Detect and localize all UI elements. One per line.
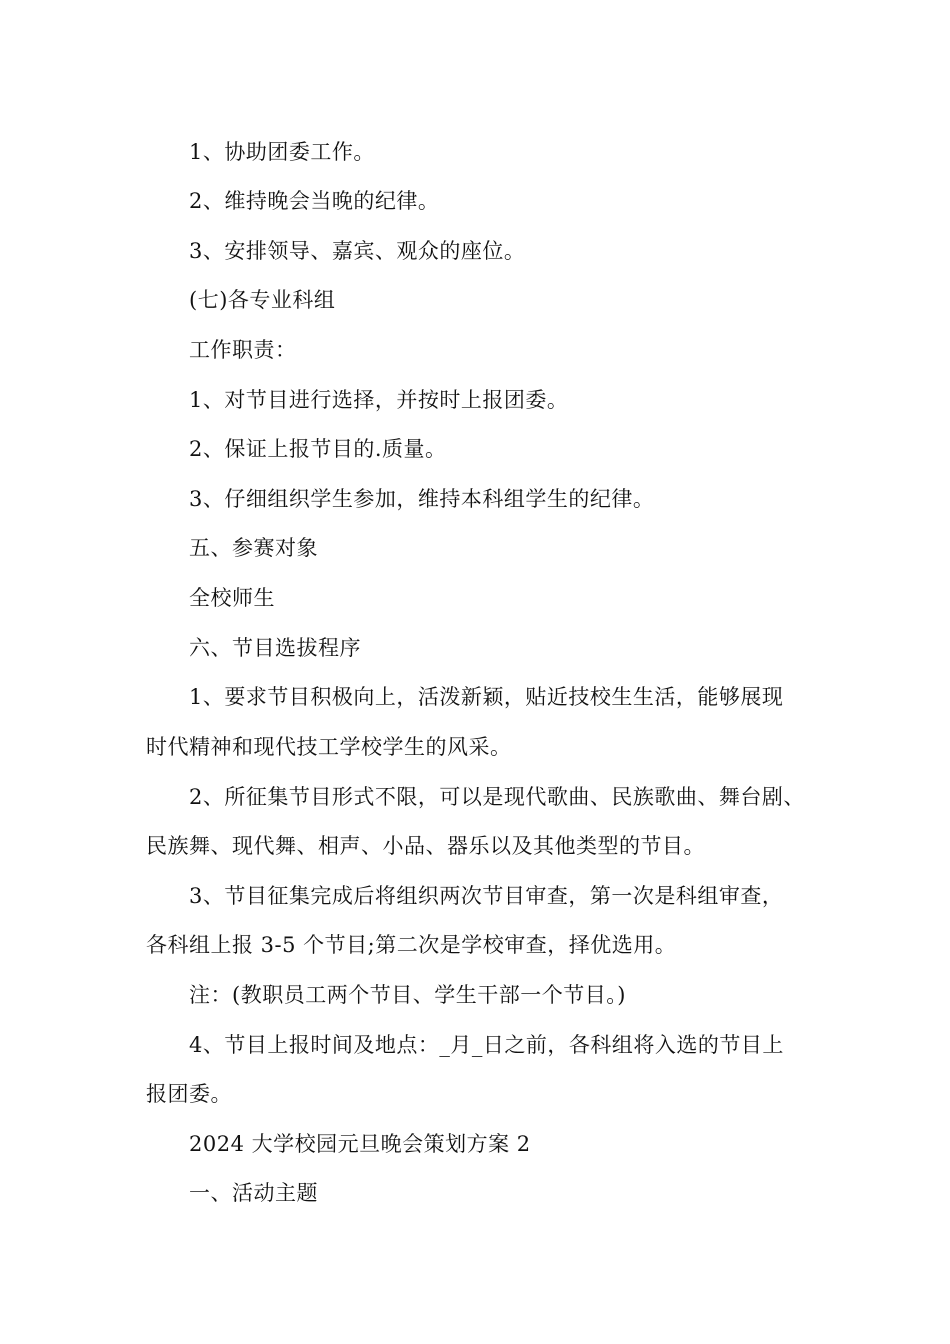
paragraph-line: 注：(教职员工两个节目、学生干部一个节目。)	[189, 983, 626, 1007]
section-heading: 一、活动主题	[189, 1181, 318, 1205]
paragraph-line: 民族舞、现代舞、相声、小品、器乐以及其他类型的节目。	[146, 834, 705, 858]
section-heading: (七)各专业科组	[189, 288, 336, 312]
paragraph-line: 1、对节目进行选择，并按时上报团委。	[189, 388, 569, 412]
paragraph-line: 工作职责：	[189, 338, 297, 362]
paragraph-line: 各科组上报 3-5 个节目;第二次是学校审查，择优选用。	[146, 933, 677, 957]
paragraph-line: 1、协助团委工作。	[189, 140, 375, 164]
section-heading: 五、参赛对象	[189, 536, 318, 560]
paragraph-line: 3、仔细组织学生参加，维持本科组学生的纪律。	[189, 487, 655, 511]
paragraph-line: 1、要求节目积极向上，活泼新颖，贴近技校生生活，能够展现	[189, 685, 784, 709]
section-title: 2024 大学校园元旦晚会策划方案 2	[189, 1132, 531, 1156]
paragraph-line: 2、维持晚会当晚的纪律。	[189, 189, 440, 213]
section-heading: 六、节目选拔程序	[189, 636, 361, 660]
paragraph-line: 2、保证上报节目的.质量。	[189, 437, 447, 461]
paragraph-line: 4、节目上报时间及地点：_月_日之前，各科组将入选的节目上	[189, 1033, 784, 1057]
paragraph-line: 报团委。	[146, 1082, 232, 1106]
paragraph-line: 2、所征集节目形式不限，可以是现代歌曲、民族歌曲、舞台剧、	[189, 785, 805, 809]
paragraph-line: 时代精神和现代技工学校学生的风采。	[146, 735, 512, 759]
paragraph-line: 3、节目征集完成后将组织两次节目审查，第一次是科组审查，	[189, 884, 784, 908]
paragraph-line: 3、安排领导、嘉宾、观众的座位。	[189, 239, 526, 263]
paragraph-line: 全校师生	[189, 586, 275, 610]
